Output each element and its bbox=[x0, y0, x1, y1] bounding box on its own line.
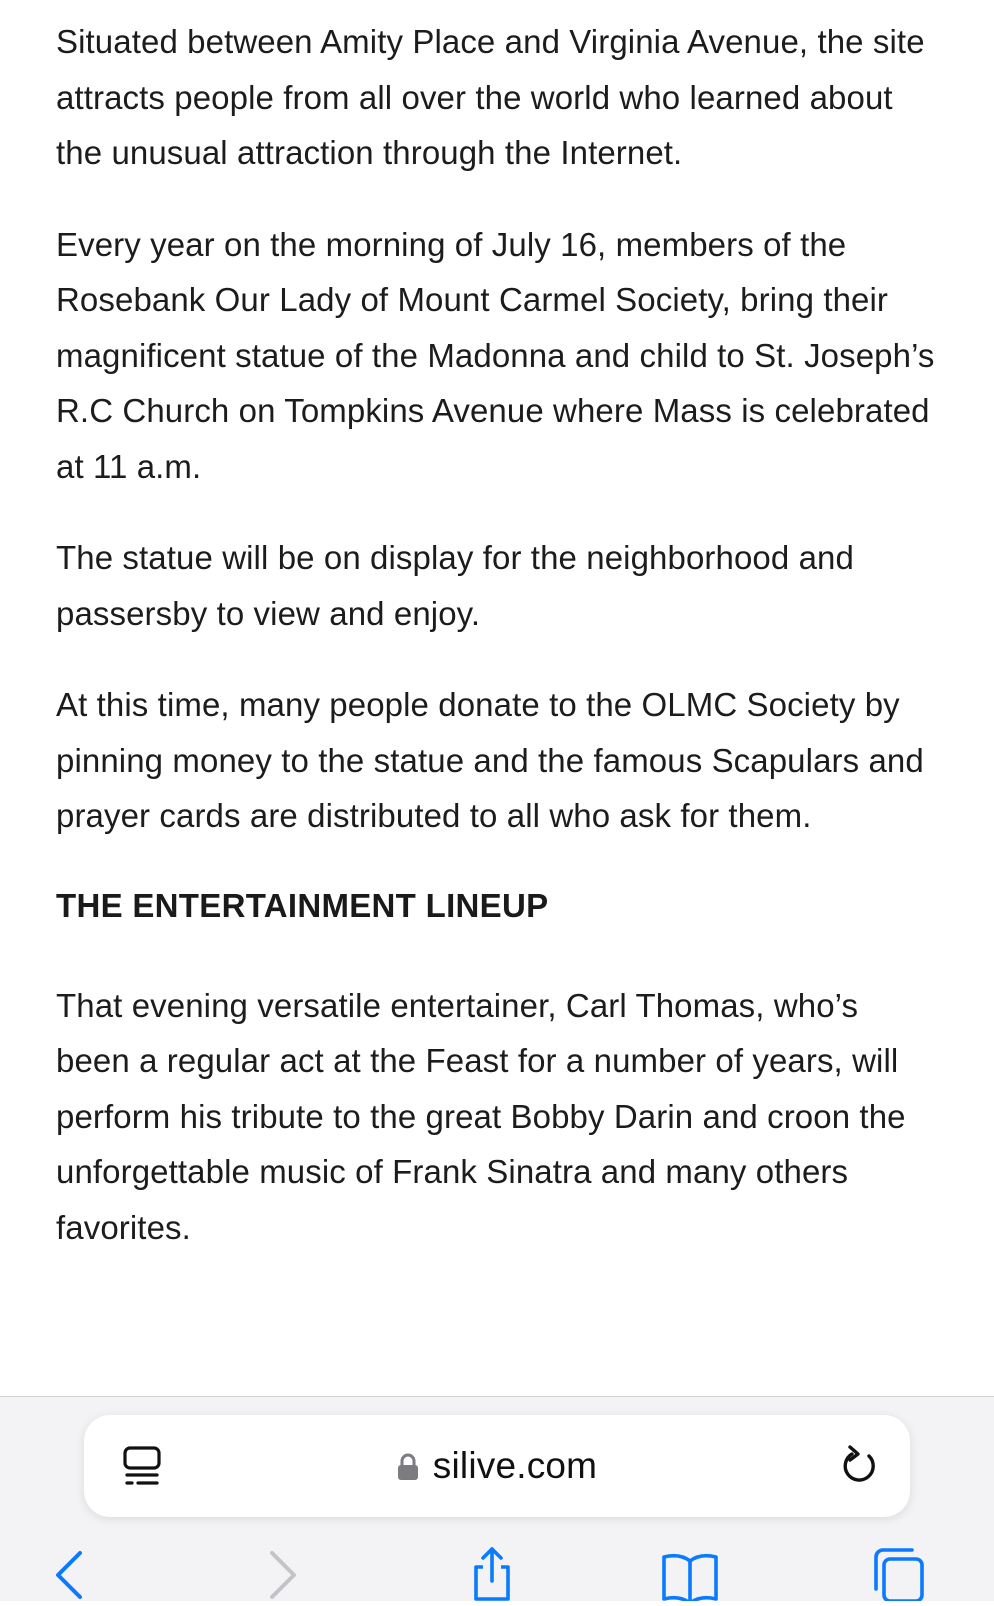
browser-bottom-bar bbox=[0, 1396, 994, 1601]
article-paragraph: Every year on the morning of July 16, members of the Rosebank Our Lady of Mount Carmel Society, bring their magnificent statue of the Madonna and child to St. Joseph’s R.C Church on Tompkins Avenue where Mass is celebrated at 11 a.m. bbox=[56, 225, 935, 485]
forward-chevron-icon[interactable] bbox=[254, 1545, 310, 1601]
back-chevron-icon[interactable] bbox=[44, 1545, 100, 1601]
reload-icon[interactable] bbox=[836, 1443, 882, 1489]
url-text: silive.com bbox=[432, 1445, 598, 1486]
article-paragraph: At this time, many people donate to the OLMC Society by pinning money to the statue and the famous Scapulars and prayer cards are distributed to all who ask for them. bbox=[56, 686, 924, 834]
article-paragraph: That evening versatile entertainer, Carl Thomas, who’s been a regular act at the Feast for a number of years, will perform his tribute to the great Bobby Darin and croon the unforgettable music of Frank Sinatra and many others favorites. bbox=[56, 986, 906, 1246]
article-paragraph: The statue will be on display for the neighborhood and passersby to view and enjoy. bbox=[56, 539, 854, 632]
share-icon[interactable] bbox=[464, 1545, 520, 1601]
tabs-icon[interactable] bbox=[870, 1545, 926, 1601]
bookmarks-book-icon[interactable] bbox=[660, 1545, 716, 1601]
article-body bbox=[56, 14, 936, 1291]
article-paragraph: Situated between Amity Place and Virginia Avenue, the site attracts people from all over the world who learned about the unusual attraction through the Internet. bbox=[56, 23, 925, 171]
address-bar[interactable] bbox=[84, 1415, 910, 1517]
lock-icon bbox=[397, 1453, 419, 1481]
section-heading: THE ENTERTAINMENT LINEUP bbox=[56, 886, 549, 924]
bottom-toolbar bbox=[0, 1535, 994, 1601]
url-display[interactable] bbox=[84, 1415, 910, 1517]
